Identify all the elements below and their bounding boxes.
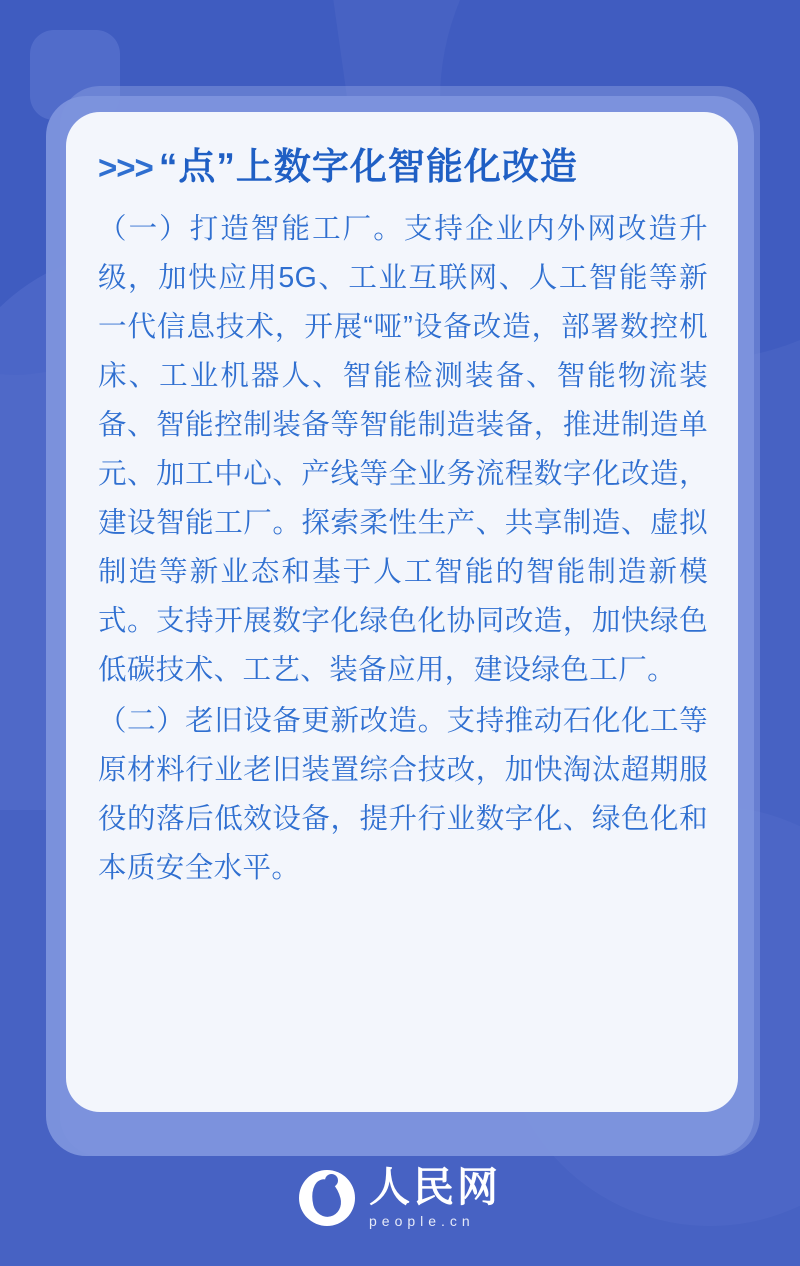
section-header: [98, 146, 708, 189]
chevron-right-icon: >>>: [98, 149, 153, 186]
paragraph-one: （一）打造智能工厂。支持企业内外网改造升级，加快应用5G、工业互联网、人工智能等新一代信息技术，开展“哑”设备改造，部署数控机床、工业机器人、智能检测装备、智能物流装备、智能控制装备等智能制造装备，推进制造单元、加工中心、产线等全业务流程数字化改造，建设智能工厂。探索柔性生产、共享制造、虚拟制造等新业态和基于人工智能的智能制造新模式。支持开展数字化绿色化协同改造，加快绿色低碳技术、工艺、装备应用，建设绿色工厂。: [98, 212, 708, 686]
content-card: [66, 112, 738, 1112]
page-title: “点”上数字化智能化改造: [158, 146, 578, 187]
brand-name-en: people.cn: [369, 1213, 475, 1229]
paragraph-two: （二）老旧设备更新改造。支持推动石化化工等原材料行业老旧装置综合技改，加快淘汰超期服役的落后低效设备，提升行业数字化、绿色化和本质安全水平。: [98, 704, 708, 884]
footer-branding: [0, 1164, 800, 1229]
brand-text: [369, 1164, 501, 1229]
body-text: [98, 205, 708, 893]
people-cn-logo-icon: [299, 1170, 355, 1226]
brand-name-cn: 人民网: [369, 1164, 501, 1210]
